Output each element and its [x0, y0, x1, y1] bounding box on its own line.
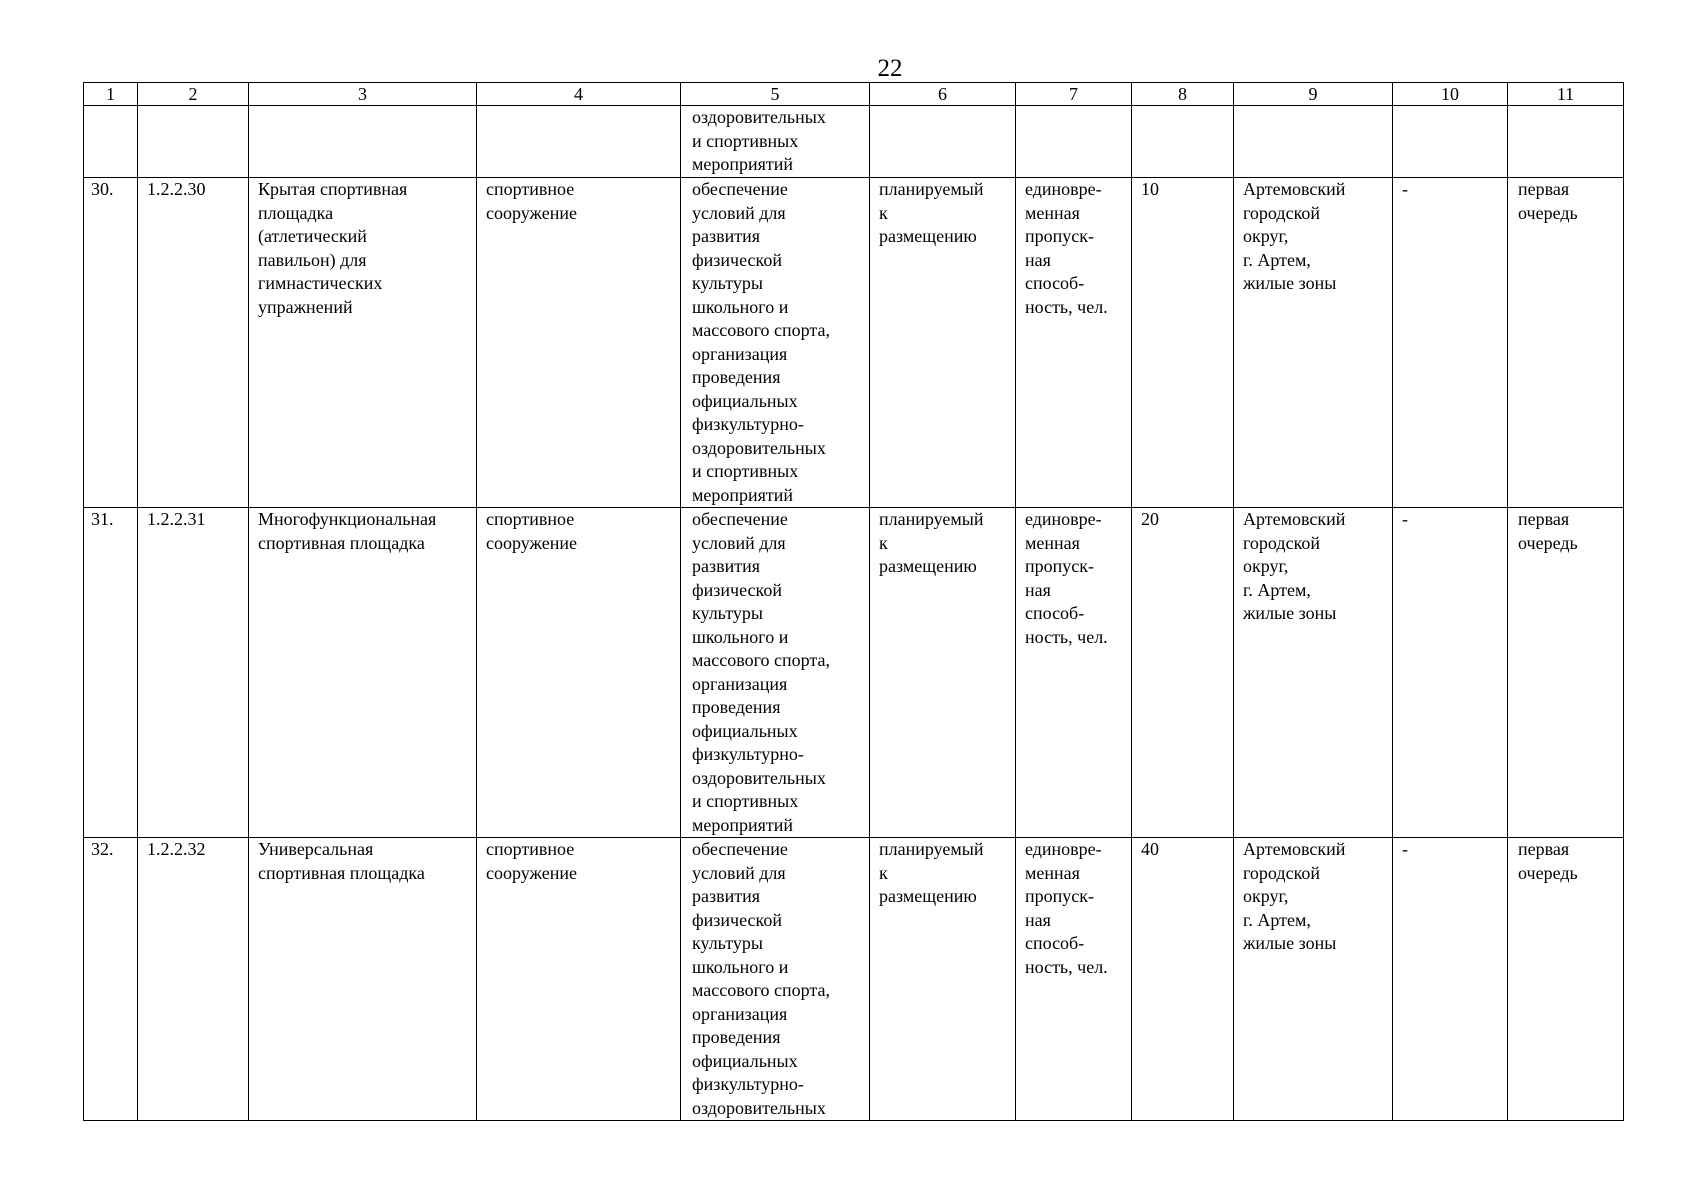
name-cell: Крытая спортивная площадка (атлетический павильон) для гимнастических упражнений: [249, 178, 477, 508]
row-number-cell: 31.: [84, 508, 138, 838]
location-cell: Артемовский городской округ, г. Артем, жилые зоны: [1234, 838, 1393, 1121]
page-number: 22: [877, 55, 903, 82]
stage-cell: первая очередь: [1508, 178, 1624, 508]
column-header: 6: [870, 83, 1016, 106]
column-header: 5: [681, 83, 870, 106]
table-cell: [84, 106, 138, 178]
column-header: 3: [249, 83, 477, 106]
value-cell: 40: [1132, 838, 1234, 1121]
column-header: 9: [1234, 83, 1393, 106]
column-header: 1: [84, 83, 138, 106]
col10-cell: -: [1393, 178, 1508, 508]
status-cell: планируемый к размещению: [870, 508, 1016, 838]
table-cell: [1393, 106, 1508, 178]
table-row: [84, 178, 1624, 508]
table-row-continuation: [84, 106, 1624, 178]
status-cell: планируемый к размещению: [870, 838, 1016, 1121]
column-header: 8: [1132, 83, 1234, 106]
type-cell: спортивное сооружение: [477, 838, 681, 1121]
location-cell: Артемовский городской округ, г. Артем, жилые зоны: [1234, 508, 1393, 838]
table-row: [84, 838, 1624, 1121]
name-cell: Универсальная спортивная площадка: [249, 838, 477, 1121]
column-header: 7: [1016, 83, 1132, 106]
value-cell: 20: [1132, 508, 1234, 838]
code-cell: 1.2.2.32: [138, 838, 249, 1121]
column-header: 11: [1508, 83, 1624, 106]
table-cell: [1234, 106, 1393, 178]
table-cell: [1132, 106, 1234, 178]
row-number-cell: 30.: [84, 178, 138, 508]
code-cell: 1.2.2.30: [138, 178, 249, 508]
table-cell: [249, 106, 477, 178]
type-cell: спортивное сооружение: [477, 508, 681, 838]
table-cell: [870, 106, 1016, 178]
purpose-cell: обеспечение условий для развития физической культуры школьного и массового спорта, организация проведения официальных физкультурно- оздоровительных и спортивных мероприятий: [681, 508, 870, 838]
metric-cell: единовре- менная пропуск- ная способ- ность, чел.: [1016, 508, 1132, 838]
table-header-row: [84, 83, 1624, 106]
type-cell: спортивное сооружение: [477, 178, 681, 508]
col10-cell: -: [1393, 838, 1508, 1121]
table-row: [84, 508, 1624, 838]
status-cell: планируемый к размещению: [870, 178, 1016, 508]
stage-cell: первая очередь: [1508, 838, 1624, 1121]
code-cell: 1.2.2.31: [138, 508, 249, 838]
row-number-cell: 32.: [84, 838, 138, 1121]
table-cell: [138, 106, 249, 178]
table-cell: [1016, 106, 1132, 178]
purpose-cell: обеспечение условий для развития физической культуры школьного и массового спорта, организация проведения официальных физкультурно- оздоровительных: [681, 838, 870, 1121]
column-header: 2: [138, 83, 249, 106]
value-cell: 10: [1132, 178, 1234, 508]
col10-cell: -: [1393, 508, 1508, 838]
facilities-table: [83, 82, 1624, 1121]
metric-cell: единовре- менная пропуск- ная способ- ность, чел.: [1016, 838, 1132, 1121]
purpose-cell: обеспечение условий для развития физической культуры школьного и массового спорта, организация проведения официальных физкультурно- оздоровительных и спортивных мероприятий: [681, 178, 870, 508]
table-cell: [477, 106, 681, 178]
table-cell: [1508, 106, 1624, 178]
column-header: 4: [477, 83, 681, 106]
purpose-cell: оздоровительных и спортивных мероприятий: [681, 106, 870, 178]
metric-cell: единовре- менная пропуск- ная способ- ность, чел.: [1016, 178, 1132, 508]
stage-cell: первая очередь: [1508, 508, 1624, 838]
name-cell: Многофункциональная спортивная площадка: [249, 508, 477, 838]
location-cell: Артемовский городской округ, г. Артем, жилые зоны: [1234, 178, 1393, 508]
column-header: 10: [1393, 83, 1508, 106]
